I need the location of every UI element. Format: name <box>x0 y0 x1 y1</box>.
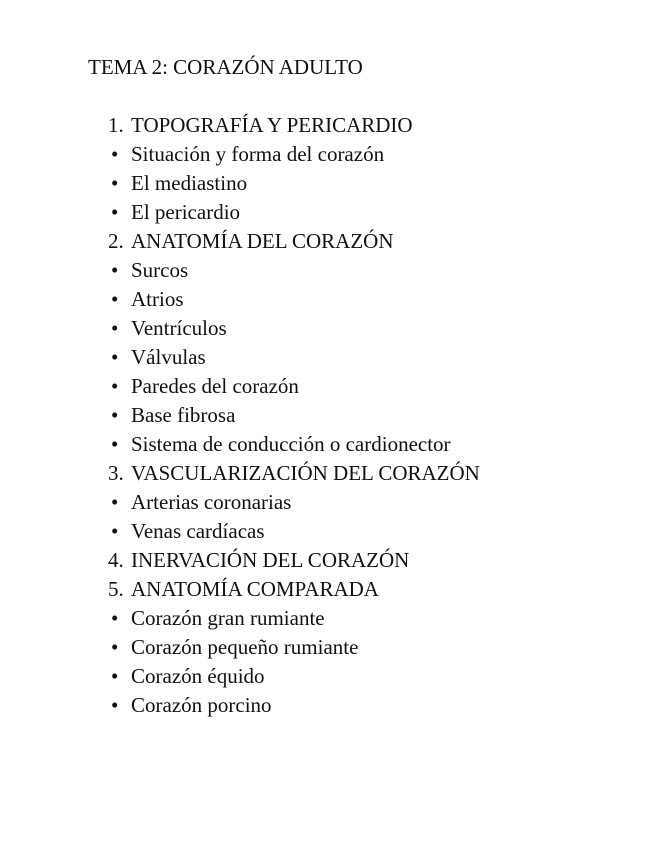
list-item-text: Situación y forma del corazón <box>131 142 385 166</box>
section-heading <box>88 459 548 488</box>
bullet-icon: • <box>111 287 119 311</box>
section-heading <box>88 575 548 604</box>
section-heading-text: TOPOGRAFÍA Y PERICARDIO <box>131 113 413 137</box>
bullet-icon: • <box>111 693 119 717</box>
list-item <box>88 604 548 633</box>
list-item-text: Válvulas <box>131 345 206 369</box>
list-item <box>88 517 548 546</box>
list-item-text: Corazón gran rumiante <box>131 606 325 630</box>
bullet-icon: • <box>111 345 119 369</box>
section-heading-text: VASCULARIZACIÓN DEL CORAZÓN <box>131 461 480 485</box>
list-item <box>88 285 548 314</box>
bullet-icon: • <box>111 635 119 659</box>
list-item-text: Paredes del corazón <box>131 374 299 398</box>
bullet-icon: • <box>111 606 119 630</box>
bullet-icon: • <box>111 490 119 514</box>
section-number: 5. <box>108 577 124 601</box>
list-item <box>88 256 548 285</box>
outline-list <box>88 111 548 720</box>
section-number: 3. <box>108 461 124 485</box>
list-item <box>88 314 548 343</box>
list-item-text: Venas cardíacas <box>131 519 265 543</box>
section-heading-text: ANATOMÍA DEL CORAZÓN <box>131 229 394 253</box>
bullet-icon: • <box>111 171 119 195</box>
list-item <box>88 198 548 227</box>
list-item-text: Arterias coronarias <box>131 490 292 514</box>
list-item-text: Sistema de conducción o cardionector <box>131 432 451 456</box>
section-number: 2. <box>108 229 124 253</box>
section-heading <box>88 111 548 140</box>
list-item <box>88 691 548 720</box>
bullet-icon: • <box>111 200 119 224</box>
section-heading-text: ANATOMÍA COMPARADA <box>131 577 379 601</box>
list-item-text: Corazón porcino <box>131 693 272 717</box>
list-item <box>88 488 548 517</box>
list-item-text: El mediastino <box>131 171 248 195</box>
section-heading <box>88 227 548 256</box>
section-heading-text: INERVACIÓN DEL CORAZÓN <box>131 548 410 572</box>
list-item <box>88 343 548 372</box>
bullet-icon: • <box>111 664 119 688</box>
list-item <box>88 430 548 459</box>
bullet-icon: • <box>111 374 119 398</box>
list-item-text: Base fibrosa <box>131 403 236 427</box>
bullet-icon: • <box>111 432 119 456</box>
list-item <box>88 372 548 401</box>
list-item <box>88 169 548 198</box>
bullet-icon: • <box>111 316 119 340</box>
list-item-text: Ventrículos <box>131 316 227 340</box>
section-heading <box>88 546 548 575</box>
document-title: TEMA 2: CORAZÓN ADULTO <box>88 55 363 79</box>
list-item-text: Atrios <box>131 287 184 311</box>
bullet-icon: • <box>111 403 119 427</box>
document-page <box>88 53 548 720</box>
list-item-text: El pericardio <box>131 200 241 224</box>
section-number: 1. <box>108 113 124 137</box>
list-item <box>88 401 548 430</box>
list-item-text: Surcos <box>131 258 189 282</box>
list-item-text: Corazón équido <box>131 664 265 688</box>
bullet-icon: • <box>111 258 119 282</box>
list-item <box>88 633 548 662</box>
list-item <box>88 662 548 691</box>
section-number: 4. <box>108 548 124 572</box>
list-item <box>88 140 548 169</box>
bullet-icon: • <box>111 519 119 543</box>
bullet-icon: • <box>111 142 119 166</box>
list-item-text: Corazón pequeño rumiante <box>131 635 359 659</box>
